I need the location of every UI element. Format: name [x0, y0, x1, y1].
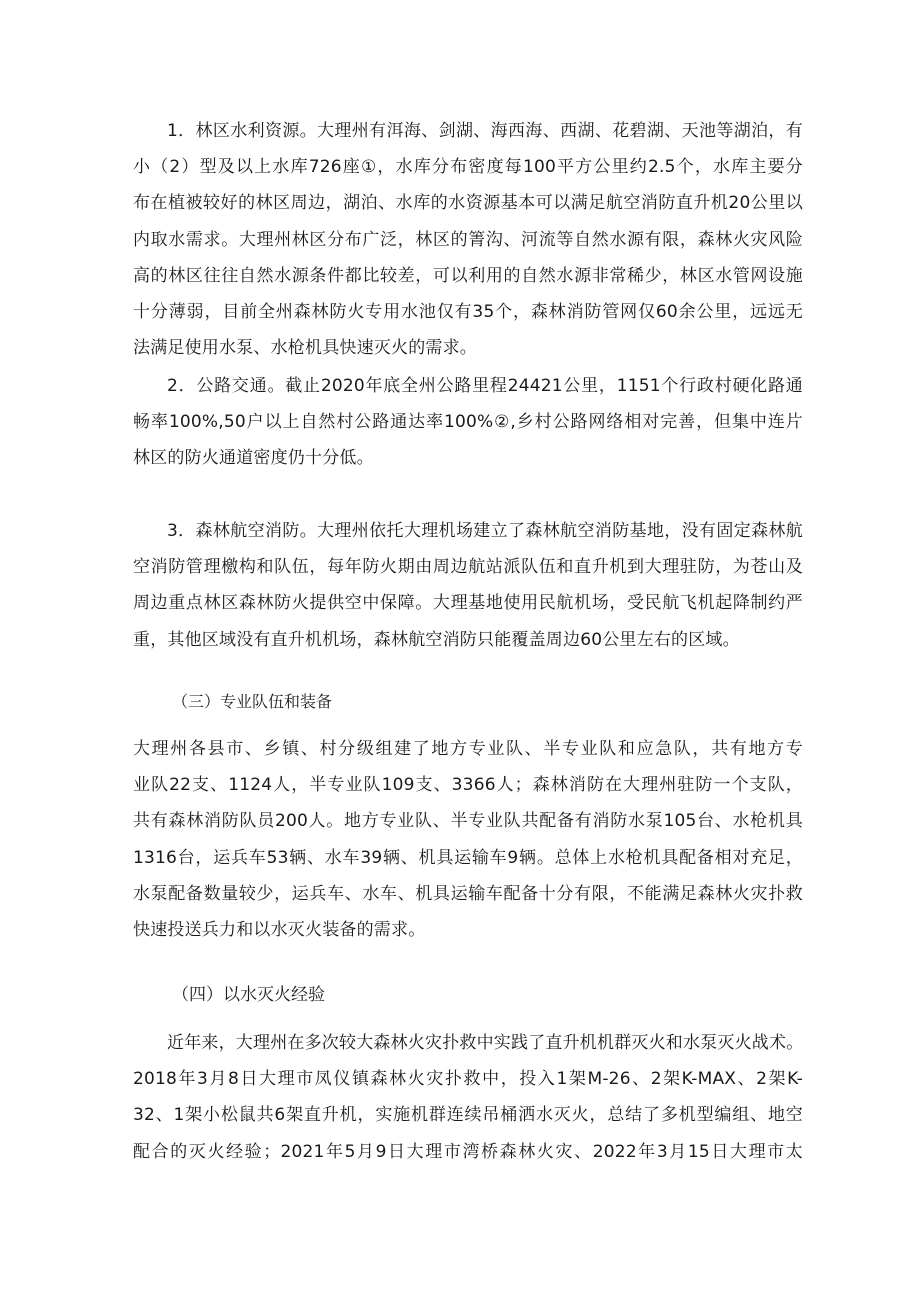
text-line: 2．公路交通。截止2020年底全州公路里程24421公里，1151个行政村硬化路通: [167, 376, 803, 396]
paragraph-teams-equipment: [133, 731, 803, 948]
text-line: 高的林区往往自然水源条件都比较差，可以利用的自然水源非常稀少，林区水管网设施: [133, 265, 803, 286]
paragraph-water-firefighting-experience: [133, 1025, 803, 1170]
text-line: 大理州各县市、乡镇、村分级组建了地方专业队、半专业队和应急队，共有地方专: [133, 739, 803, 759]
section-heading-water-firefighting-experience: （四）以水灭火经验: [172, 985, 325, 1005]
text-line: 32、1架小松鼠共6架直升机，实施机群连续吊桶洒水灭火，总结了多机型编组、地空: [133, 1105, 803, 1126]
text-line: 空消防管理檄构和队伍，每年防火期由周边航站派队伍和直升机到大理驻防，为苍山及: [133, 557, 803, 578]
text-line: 林区的防火通道密度仍十分低。: [133, 448, 374, 469]
text-line: 十分薄弱，目前全州森林防火专用水池仅有35个，森林消防管网仅60余公里，远远无: [133, 301, 803, 322]
paragraph-water-resources: [133, 113, 803, 366]
text-line: 法满足使用水泵、水枪机具快速灭火的需求。: [133, 338, 477, 359]
text-line: 共有森林消防队员200人。地方专业队、半专业队共配备有消防水泵105台、水枪机具: [133, 811, 803, 832]
text-line: 内取水需求。大理州林区分布广泛，林区的箐沟、河流等自然水源有限，森林火灾风险: [133, 229, 803, 250]
text-line: 业队22支、1124人，半专业队109支、3366人；森林消防在大理州驻防一个支队，: [133, 775, 803, 796]
paragraph-road-traffic: [133, 368, 803, 477]
text-line: 2018年3月8日大理市凤仪镇森林火灾扑救中，投入1架M-26、2架K-MAX、2架K-: [133, 1069, 803, 1090]
text-line: 水泵配备数量较少，运兵车、水车、机具运输车配备十分有限，不能满足森林火灾扑救: [133, 883, 803, 904]
paragraph-aviation-firefighting: [133, 513, 803, 658]
text-line: 近年来，大理州在多次较大森林火灾扑救中实践了直升机机群灭火和水泵灭火战术。: [167, 1033, 804, 1053]
text-line: 快速投送兵力和以水灭火装备的需求。: [133, 919, 426, 940]
text-line: 重，其他区域没有直升机机场，森林航空消防只能覆盖周边60公里左右的区域。: [133, 629, 740, 650]
text-line: 1316台，运兵车53辆、水车39辆、机具运输车9辆。总体上水枪机具配备相对充足，: [133, 847, 803, 868]
text-line: 1．林区水利资源。大理州有洱海、剑湖、海西海、西湖、花碧湖、天池等湖泊，有: [167, 121, 803, 141]
text-line: 小（2）型及以上水库726座①，水库分布密度每100平方公里约2.5个，水库主要分: [133, 157, 803, 178]
text-line: 配合的灭火经验；2021年5月9日大理市湾桥森林火灾、2022年3月15日大理市太: [133, 1141, 803, 1162]
text-line: 布在植被较好的林区周边，湖泊、水库的水资源基本可以满足航空消防直升机20公里以: [133, 193, 803, 214]
text-line: 周边重点林区森林防火提供空中保障。大理基地使用民航机场，受民航飞机起降制约严: [133, 593, 803, 614]
section-heading-teams-equipment: （三）专业队伍和装备: [172, 692, 333, 711]
text-line: 3．森林航空消防。大理州依托大理机场建立了森林航空消防基地，没有固定森林航: [167, 521, 803, 541]
text-line: 畅率100%,50户以上自然村公路通达率100%②,乡村公路网络相对完善，但集中连片: [133, 412, 803, 433]
